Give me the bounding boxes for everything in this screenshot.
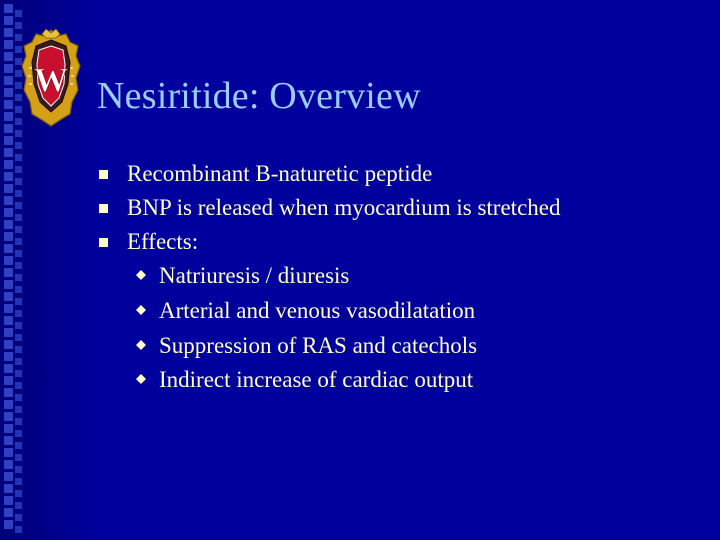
pattern-square (4, 520, 13, 529)
bullet-item: Recombinant B-naturetic peptide (127, 161, 433, 186)
pattern-square (15, 346, 22, 353)
crest-letter: W (34, 62, 68, 99)
pattern-square (4, 256, 13, 265)
pattern-square (4, 340, 13, 349)
pattern-square (15, 142, 22, 149)
pattern-square (4, 40, 13, 49)
slide-title: Nesiritide: Overview (97, 75, 421, 117)
pattern-square (15, 370, 22, 377)
pattern-square (15, 454, 22, 461)
sub-bullet-item: Natriuresis / diuresis (159, 263, 350, 288)
pattern-square (4, 148, 13, 157)
pattern-square (4, 220, 13, 229)
pattern-square (4, 112, 13, 121)
pattern-square (15, 526, 22, 533)
pattern-square (15, 430, 22, 437)
pattern-square (4, 28, 13, 37)
pattern-square (4, 268, 13, 277)
pattern-square (15, 250, 22, 257)
pattern-square (4, 316, 13, 325)
pattern-square (4, 184, 13, 193)
pattern-square (4, 508, 13, 517)
pattern-square (15, 490, 22, 497)
pattern-square (15, 178, 22, 185)
diamond-bullet-icon (136, 305, 146, 315)
bullet-item: BNP is released when myocardium is stretched (127, 195, 561, 220)
pattern-square (4, 364, 13, 373)
pattern-square (15, 166, 22, 173)
square-bullet-icon (99, 238, 108, 247)
pattern-square (15, 298, 22, 305)
pattern-square (15, 418, 22, 425)
sub-bullet-item: Indirect increase of cardiac output (159, 367, 474, 392)
pattern-square (4, 196, 13, 205)
pattern-square (4, 436, 13, 445)
pattern-square (4, 460, 13, 469)
pattern-square (4, 52, 13, 61)
pattern-square (15, 334, 22, 341)
pattern-square (15, 238, 22, 245)
pattern-square (15, 226, 22, 233)
pattern-square (4, 160, 13, 169)
pattern-square (4, 4, 13, 13)
pattern-square (4, 88, 13, 97)
diamond-bullet-icon (136, 374, 146, 384)
pattern-square (4, 100, 13, 109)
pattern-square (15, 502, 22, 509)
sub-bullet-item: Arterial and venous vasodilatation (159, 298, 476, 323)
university-crest-logo (20, 28, 82, 128)
square-bullet-icon (99, 204, 108, 213)
pattern-square (15, 214, 22, 221)
pattern-square (4, 352, 13, 361)
bullet-item: Effects: (127, 229, 199, 254)
pattern-square (15, 310, 22, 317)
pattern-square (4, 172, 13, 181)
pattern-square (15, 478, 22, 485)
pattern-square (4, 424, 13, 433)
pattern-square (4, 64, 13, 73)
pattern-square (4, 124, 13, 133)
pattern-square (4, 484, 13, 493)
diamond-bullet-icon (136, 340, 146, 350)
square-bullet-icon (99, 170, 108, 179)
pattern-square (4, 328, 13, 337)
pattern-square (15, 322, 22, 329)
pattern-square (15, 130, 22, 137)
pattern-square (15, 406, 22, 413)
pattern-square (15, 442, 22, 449)
pattern-square (4, 244, 13, 253)
pattern-square (4, 292, 13, 301)
pattern-square (4, 76, 13, 85)
pattern-square (4, 388, 13, 397)
pattern-square (15, 274, 22, 281)
pattern-square (4, 496, 13, 505)
pattern-square (15, 154, 22, 161)
pattern-square (4, 280, 13, 289)
pattern-square (15, 262, 22, 269)
sub-bullet-item: Suppression of RAS and catechols (159, 333, 478, 358)
pattern-square (15, 358, 22, 365)
pattern-square (4, 208, 13, 217)
pattern-square (15, 394, 22, 401)
pattern-square (15, 190, 22, 197)
pattern-square (4, 400, 13, 409)
pattern-square (4, 412, 13, 421)
pattern-square (4, 16, 13, 25)
pattern-square (15, 382, 22, 389)
pattern-square (15, 202, 22, 209)
pattern-square (15, 286, 22, 293)
pattern-square (4, 448, 13, 457)
pattern-square (4, 136, 13, 145)
pattern-square (15, 466, 22, 473)
pattern-square (4, 304, 13, 313)
pattern-square (4, 472, 13, 481)
diamond-bullet-icon (136, 270, 146, 280)
pattern-square (15, 514, 22, 521)
pattern-square (4, 376, 13, 385)
pattern-square (15, 10, 22, 17)
pattern-square (4, 232, 13, 241)
